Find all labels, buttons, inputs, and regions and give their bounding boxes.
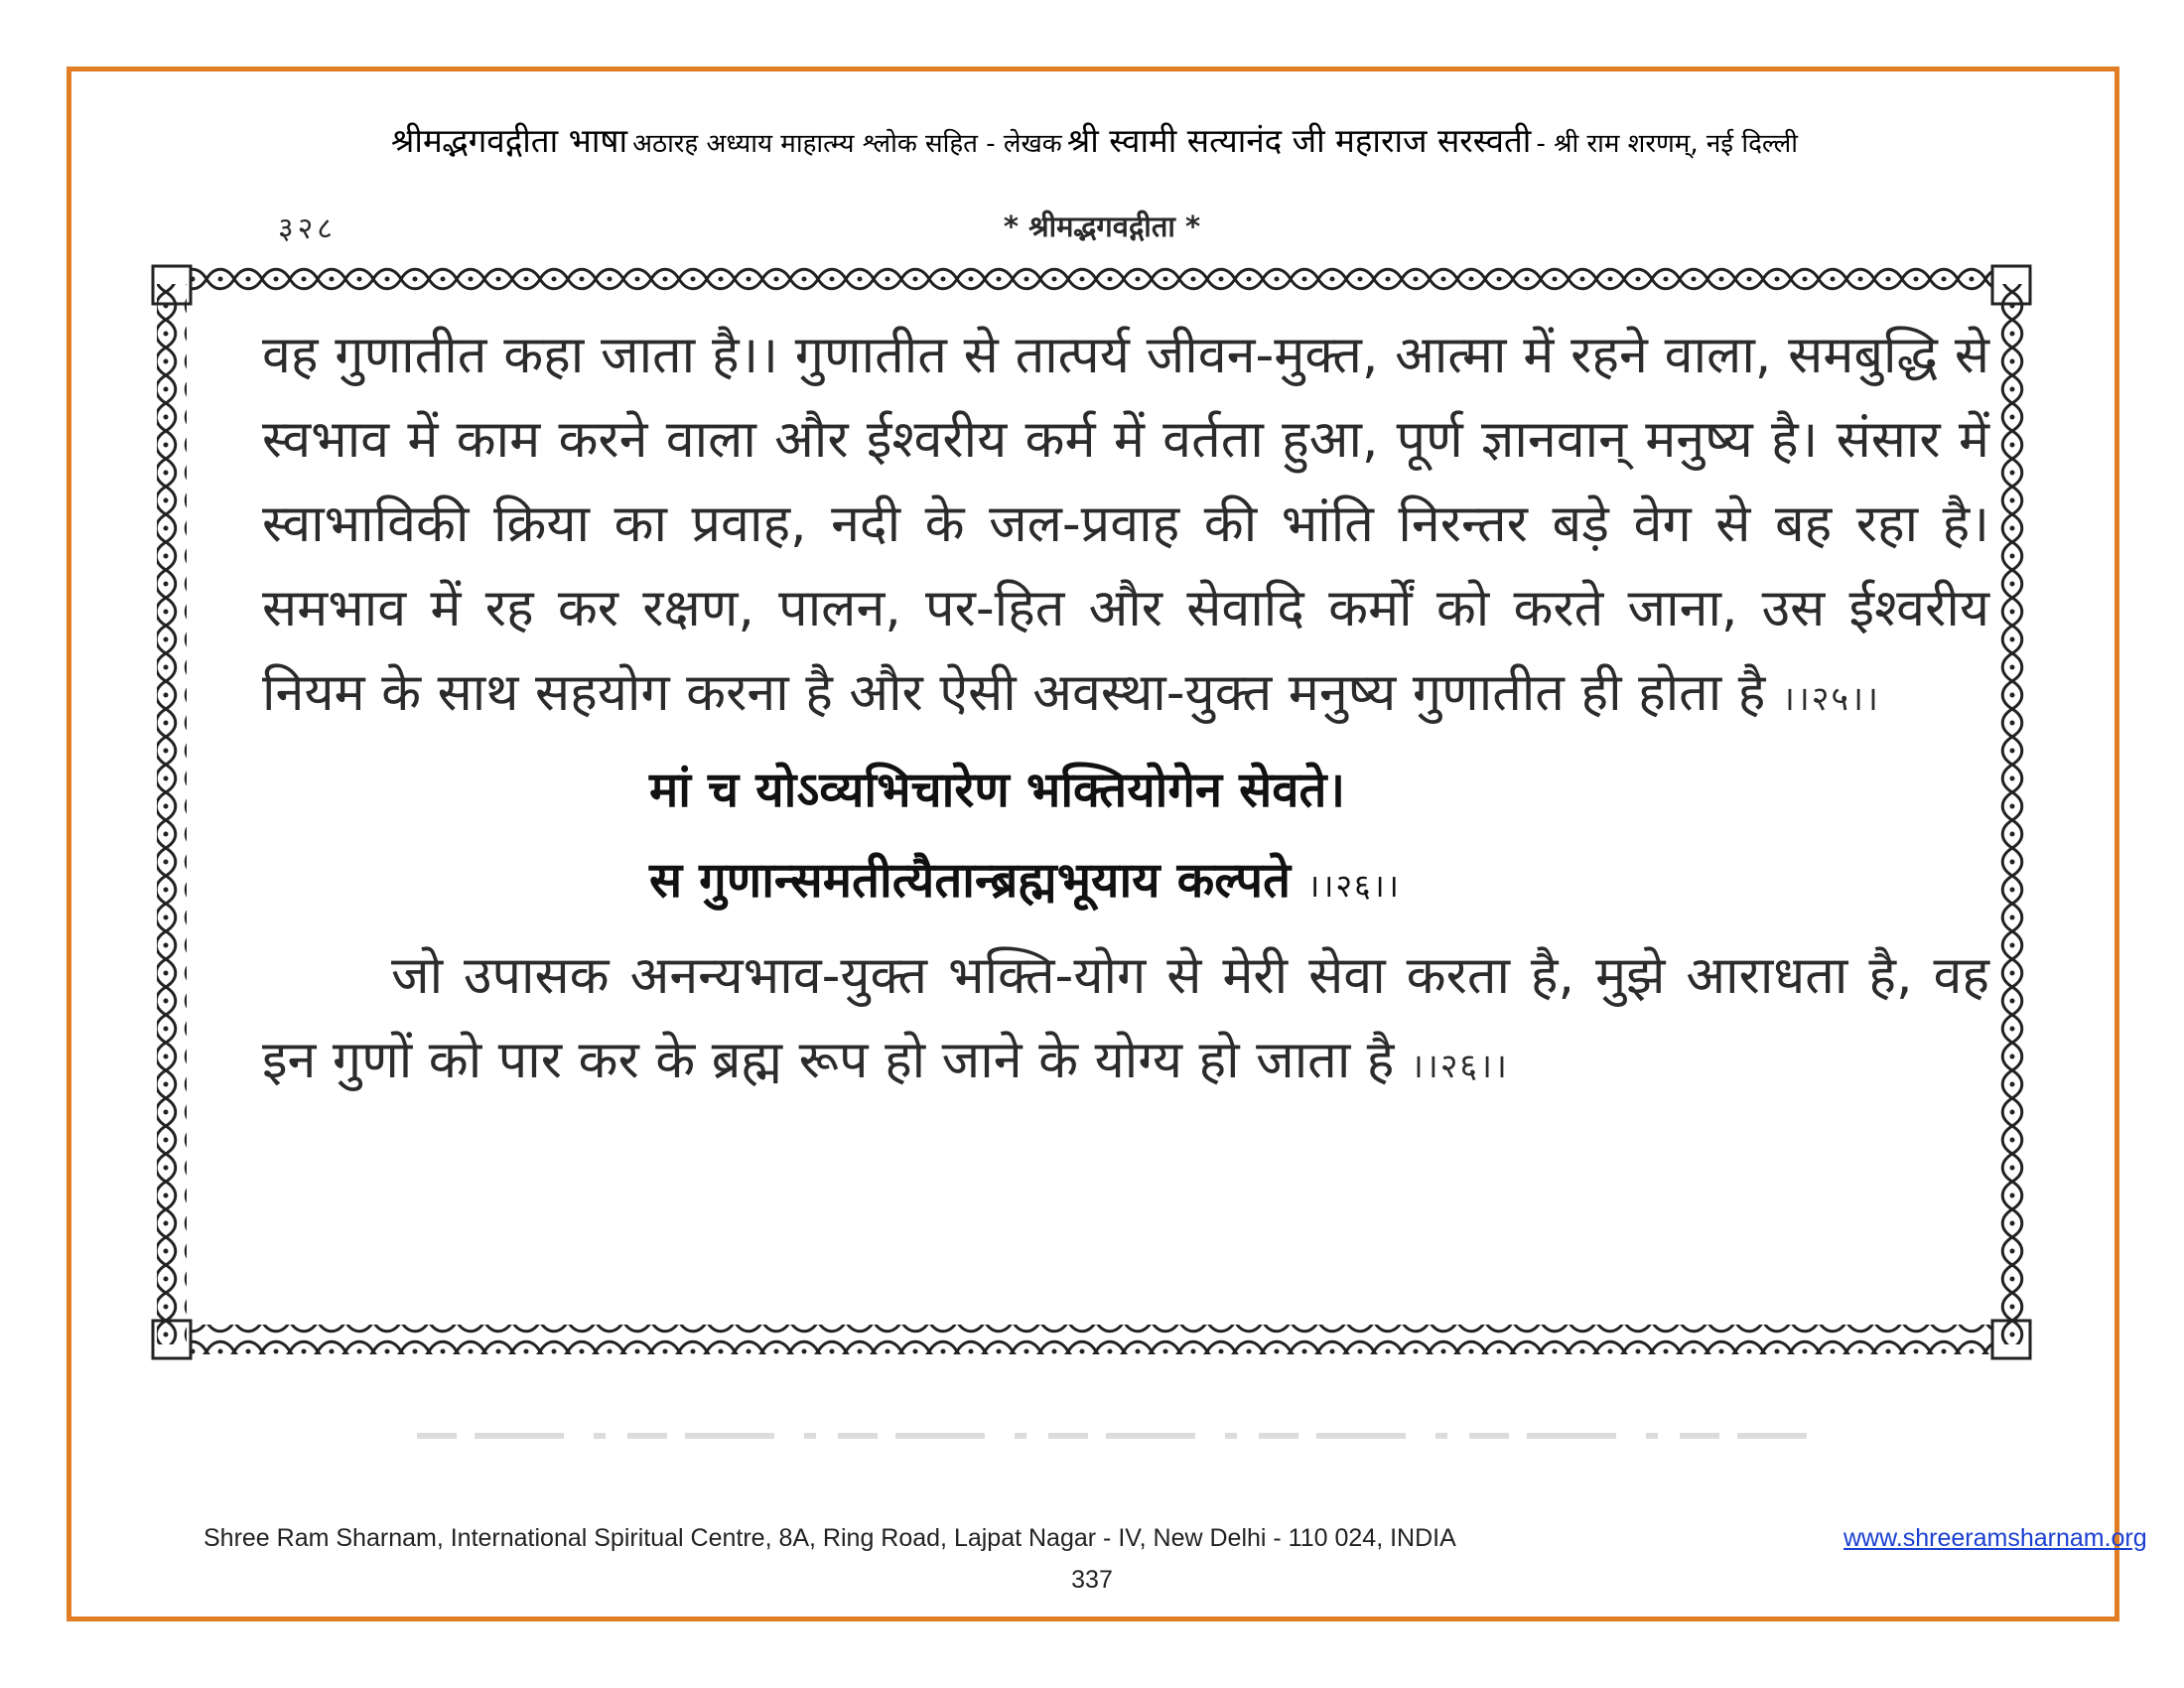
faint-scan-artifact <box>417 1428 1807 1444</box>
pdf-page-number: 337 <box>1071 1566 1113 1594</box>
sanskrit-verse-line-1: मां च योऽव्यभिचारेण भक्तियोगेन सेवते। <box>649 762 1346 818</box>
sanskrit-verse-line-2 <box>649 838 1989 928</box>
verse-number-25: ।।२५।। <box>1781 679 1880 719</box>
footer-website-link[interactable]: www.shreeramsharnam.org <box>1843 1524 2147 1552</box>
commentary-paragraph-25 <box>262 314 1989 742</box>
footer <box>204 1524 2147 1553</box>
document-header <box>119 117 2070 162</box>
verse-number-26: ।।२६।। <box>1410 1047 1509 1086</box>
commentary-text-25: वह गुणातीत कहा जाता है।। गुणातीत से तात्पर्य जीवन-मुक्त, आत्मा में रहने वाला, समबुद्धि से स्वभाव में काम करने वाला और ईश्वरीय कर्म में वर्तता हुआ, पूर्ण ज्ञानवान् मनुष्य है। संसार में स्वाभाविकी क्रिया का प्रवाह, नदी के जल-प्रवाह की भांति निरन्तर बड़े वेग से बह रहा है। समभाव में रह कर रक्षण, पालन, पर-हित और सेवादि कर्मों को करते जाना, उस ईश्वरीय नियम के साथ सहयोग करना है और ऐसी अवस्था-युक्त मनुष्य गुणातीत ही होता है <box>262 326 1989 723</box>
scanned-page-header <box>278 207 1926 256</box>
header-subtitle: अठारह अध्याय माहात्म्य श्लोक सहित - लेखक <box>632 129 1062 159</box>
sanskrit-verse-line-2-text: स गुणान्समतीत्यैतान्ब्रह्मभूयाय कल्पते <box>649 852 1292 909</box>
commentary-paragraph-26 <box>262 934 1989 1109</box>
header-book-title: श्रीमद्भगवद्गीता भाषा <box>391 121 627 160</box>
text-content <box>262 314 1989 1109</box>
commentary-text-26: जो उपासक अनन्यभाव-युक्त भक्ति-योग से मेरी सेवा करता है, मुझे आराधता है, वह इन गुणों को पार कर के ब्रह्म रूप हो जाने के योग्य हो जाता है <box>262 946 1989 1090</box>
footer-address: Shree Ram Sharnam, International Spiritual Centre, 8A, Ring Road, Lajpat Nagar - IV, New Delhi - 110 024, INDIA <box>204 1524 1456 1552</box>
header-publisher: - श्री राम शरणम्, नई दिल्ली <box>1536 129 1798 159</box>
scanned-page-number: ३२८ <box>278 211 337 246</box>
header-author: श्री स्वामी सत्यानंद जी महाराज सरस्वती <box>1066 121 1532 160</box>
scanned-page-title: * श्रीमद्भगवद्गीता * <box>1003 210 1201 243</box>
ornate-text-box <box>151 264 2032 1364</box>
sanskrit-verse-number-26: ।।२६।। <box>1307 867 1401 905</box>
